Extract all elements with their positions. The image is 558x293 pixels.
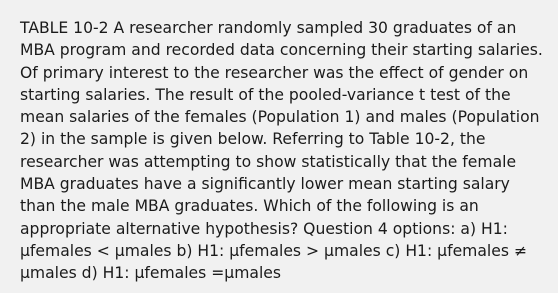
question-text: TABLE 10-2 A researcher randomly sampled 30 graduates of an MBA program and recorded data concerning their starting salaries. Of primary interest to the researcher was the effect of gender on starting salaries. The result of the pooled-variance t test of the mean salaries of the females (Population 1) and males (Population 2) in the sample is given below. Referring to Table 10-2, the researcher was attempting to show statistically that the female MBA graduates have a significantly lower mean starting salary than the male MBA graduates. Which of the following is an appropriate alternative hypothesis? Question 4 options: a) H1: μfemales < μmales b) H1: μfemales > μmales c) H1: μfemales ≠ μmales d) H1: μfemales =μmales — [20, 19, 543, 283]
